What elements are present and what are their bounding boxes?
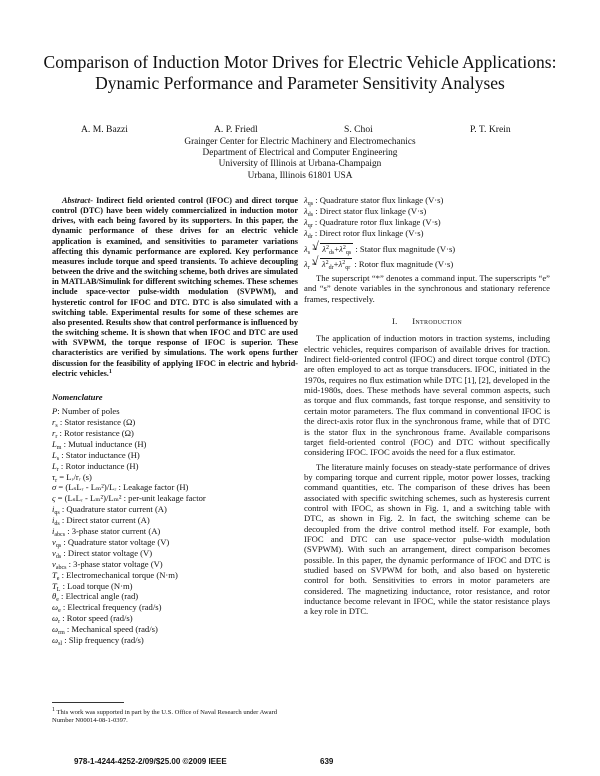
abstract-label: Abstract [62, 196, 91, 205]
intro-paragraph-2: The literature mainly focuses on steady-state performance of drives by comparing torque and current ripple, motor power losses, tracking command quantities, etc. The comparison of these drives has been associated with specific switching schemes, such as hysteresis current control with IFOC, as shown in Fig. 1, and a switching table with DTC, as shown in Fig. 2. In fact, the switching scheme can be decoupled from the drive control method itself. For example, both IFOC and DTC can use space-vector pulse-width modulation (SVPWM). With such an arrangement, direct comparison becomes possible. In this paper, the dynamic performance of IFOC and DTC is studied based on SVPWM for both, and also based on hysteretic control for both. Sensitivities to errors in motor parameters are considered. The magnetizing inductance, rotor resistance, and rotor inductance become relevant in IFOC, while the stator resistance plays a key role in DTC. [304, 461, 550, 617]
square-root: √ $\lambda^2_{ds}+\lambda^2_{qs}$ [320, 243, 353, 254]
symbol-row [52, 472, 298, 483]
footnote-mark: 1 [52, 707, 55, 713]
symbol-description: : Slip frequency (rad/s) [62, 635, 144, 646]
affiliation [150, 137, 450, 182]
nomenclature-list [52, 406, 298, 646]
symbol: r [52, 416, 56, 427]
symbol: v [52, 558, 56, 569]
affiliation-line-2: Department of Electrical and Computer Engineering [202, 148, 398, 159]
symbol: v [52, 536, 56, 547]
symbol-row [52, 504, 298, 515]
symbol: θ [52, 591, 57, 602]
symbol-subscript: sl [58, 641, 63, 648]
left-column [52, 196, 298, 646]
symbol: L [52, 449, 57, 460]
superscript-paragraph: The superscript “*” denotes a command input. The superscripts “e” and “s” denote variables in the synchronous and stationary reference frames, respectively. [304, 273, 550, 304]
symbol-row [52, 515, 298, 526]
symbol-subscript: rm [58, 630, 65, 637]
symbol-subscript: r [58, 619, 61, 626]
author-list [0, 124, 600, 138]
symbol: T [52, 580, 57, 591]
symbol: T [52, 569, 57, 580]
symbol-subscript: e [56, 575, 60, 582]
symbol-row [52, 493, 298, 504]
symbol-description: : Electrical angle (rad) [58, 591, 139, 602]
symbol-row [52, 548, 298, 559]
affiliation-line-1: Grainger Center for Electric Machinery and Electromechanics [184, 137, 416, 147]
symbol-row [304, 217, 550, 228]
symbol-row [52, 591, 298, 602]
author-2: A. P. Friedl [214, 124, 258, 135]
magnitude-subscript: s [307, 249, 311, 256]
symbol-subscript: r [55, 477, 58, 484]
magnitude-symbol: λ [304, 243, 308, 254]
symbol-description: : Number of poles [57, 406, 120, 417]
magnitude-subscript: r [307, 264, 310, 271]
symbol-description: : Electromechanical torque (N·m) [59, 569, 178, 580]
symbol-description: : Direct rotor flux linkage (V·s) [312, 227, 424, 238]
symbol: L [52, 438, 57, 449]
flux-magnitude-row: $\lambda_s$ = √ $\lambda^2_{ds}+\lambda^2_{qs}$ : Stator flux magnitude (V·s) [304, 243, 550, 254]
symbol-row [52, 406, 298, 417]
symbol: i [52, 515, 55, 526]
abstract-text: - Indirect field oriented control (IFOC) and direct torque control (DTC) have been widely commercialized in induction motor drives, with each being favored by its supporters. In this paper, the dynamic performance of these drives for an electric vehicle application is examined, and sensitivities to parameter variations affecting this dynamic performance are explored. Key performance measures include torque and speed transients. To achieve decoupling between the drive and the switching scheme, both drives are simulated in MATLAB/Simulink for different switching schemes. These schemes include space-vector pulse-width modulation (SVPWM), and hysteretic control for IFOC and DTC. DTC is also simulated with a switching table. Experimental results for some of these schemes are also presented. Results show that control performance is influenced by the switching scheme. It is shown that when IFOC and DTC are used with SVPWM, the torque response of IFOC is superior. These characteristics are verified by simulations. The work opens further discussion for the feasibility of applying IFOC in electric and hybrid-electric vehicles. [52, 196, 298, 378]
symbol-description: : Mutual inductance (H) [61, 438, 147, 449]
symbol-description: = (LₛLᵣ - Lₘ²)/Lₘ² : per-unit leakage factor [55, 493, 206, 504]
nomenclature-heading: Nomenclature [52, 391, 103, 402]
symbol-description: : Rotor speed (rad/s) [60, 613, 133, 624]
symbol: ω [52, 635, 59, 646]
symbol: λ [304, 227, 308, 238]
symbol-description: : Stator resistance (Ω) [57, 416, 136, 427]
symbol-description: : Mechanical speed (rad/s) [64, 624, 158, 635]
symbol-description: : Load torque (N·m) [60, 580, 133, 591]
symbol-row [52, 613, 298, 624]
symbol-row [52, 450, 298, 461]
symbol-subscript: r [56, 466, 59, 473]
symbol-subscript: abcs [54, 532, 66, 539]
symbol-subscript: e [58, 608, 61, 615]
symbol-description: : Stator inductance (H) [59, 449, 140, 460]
symbol: λ [304, 216, 308, 227]
symbol-row [52, 602, 298, 613]
symbol: ω [52, 602, 59, 613]
symbol-subscript: qs [55, 542, 62, 549]
section-title: Introduction [412, 316, 463, 327]
symbol-row [52, 526, 298, 537]
flux-symbol-list [304, 195, 550, 239]
symbol: i [52, 504, 55, 515]
affiliation-line-3: University of Illinois at Urbana-Champaign [218, 159, 382, 170]
symbol: ς [52, 493, 56, 504]
author-1: A. M. Bazzi [81, 124, 128, 135]
affiliation-line-4: Urbana, Illinois 61801 USA [247, 170, 353, 181]
symbol: i [52, 526, 55, 537]
symbol-subscript: qr [307, 222, 313, 229]
footnote-rule [52, 702, 124, 703]
symbol-subscript: r [55, 433, 58, 440]
abstract [52, 196, 298, 379]
symbol-description: : Electrical frequency (rad/s) [60, 602, 162, 613]
footnote-text: This work was supported in part by the U.S. Office of Naval Research under Award Number N00014-08-1-0397. [52, 709, 278, 725]
symbol-row [304, 228, 550, 239]
term-b: λ [338, 258, 343, 269]
symbol-row [52, 559, 298, 570]
symbol-subscript: dr [307, 233, 313, 240]
symbol-description: : 3-phase stator voltage (V) [66, 558, 163, 569]
symbol: σ [52, 482, 57, 493]
symbol: λ [304, 205, 308, 216]
flux-magnitude-row: $\lambda_r$ = √ $\lambda^2_{dr}+\lambda^2_{qr}$ : Rotor flux magnitude (V·s) [304, 258, 550, 269]
symbol-description: : Quadrature stator voltage (V) [61, 536, 170, 547]
symbol-subscript: s [55, 422, 58, 429]
symbol-description: : Direct stator flux linkage (V·s) [313, 205, 427, 216]
page-number: 639 [320, 757, 334, 766]
abstract-footnote-mark: 1 [108, 368, 112, 375]
symbol: v [52, 547, 56, 558]
square-root: √ $\lambda^2_{dr}+\lambda^2_{qr}$ [320, 258, 352, 269]
term-a-subscript: ds [328, 249, 335, 256]
magnitude-description: : Rotor flux magnitude (V·s) [352, 258, 454, 269]
symbol-subscript: s [56, 455, 60, 462]
symbol-description: : Rotor resistance (Ω) [57, 427, 134, 438]
symbol-row [52, 417, 298, 428]
symbol-description: : 3-phase stator current (A) [65, 526, 161, 537]
symbol-row [52, 482, 298, 493]
symbol-row [52, 570, 298, 581]
symbol-row [52, 428, 298, 439]
symbol-row [304, 195, 550, 206]
author-4: P. T. Krein [470, 124, 511, 135]
flux-magnitude-list [304, 243, 550, 270]
symbol-subscript: e [56, 597, 59, 604]
section-number: I. [391, 316, 398, 327]
symbol-row [52, 635, 298, 646]
symbol-row [52, 439, 298, 450]
symbol-row [52, 537, 298, 548]
right-column [304, 195, 550, 617]
symbol-row [52, 461, 298, 472]
isbn-line: 978-1-4244-4252-2/09/$25.00 ©2009 IEEE [74, 757, 227, 766]
author-3: S. Choi [344, 124, 373, 135]
symbol-description: = Lᵣ/rᵣ (s) [57, 471, 92, 482]
symbol: ω [52, 624, 59, 635]
intro-paragraph-1: The application of induction motors in traction systems, including electric vehicles, requires comparison of available drives for traction. Indirect field-oriented control (IFOC) and direct torque control (DTC) are often employed to act as torque transducers. IFOC, initiated in the 1970s, requires no flux estimation while DTC [1], [2], developed in the mid-1980s, does. These methods have several common aspects, such as torque and flux commands, fast torque response, and sensitivity to certain motor parameters. The flux command in conventional IFOC is the direct-axis rotor flux in the synchronous frame, while that of DTC is the stator flux in the synchronous frame. Available comparisons target field-oriented control (FOC) and DTC without specifically considering IFOC. IFOC avoids the need for a flux estimator. [304, 333, 550, 458]
symbol: L [52, 460, 57, 471]
symbol-subscript: L [56, 586, 61, 593]
symbol-row [52, 624, 298, 635]
magnitude-symbol: λ [304, 258, 308, 269]
symbol-subscript: qs [54, 510, 60, 517]
symbol-description: : Quadrature rotor flux linkage (V·s) [312, 216, 441, 227]
term-a-subscript: dr [328, 264, 334, 271]
symbol-subscript: ds [54, 521, 60, 528]
symbol-description: = (LₛLᵣ - Lₘ²)/Lᵣ : Leakage factor (H) [56, 482, 189, 493]
symbol-subscript: abcs [55, 564, 67, 571]
term-b: λ [339, 243, 343, 254]
symbol-description: : Direct stator current (A) [59, 515, 150, 526]
symbol: ω [52, 613, 59, 624]
term-a: λ [321, 258, 326, 269]
paper-title: Comparison of Induction Motor Drives for Electric Vehicle Applications: Dynamic Performance and Parameter Sensitivity Analyses [43, 52, 557, 93]
symbol-description: : Rotor inductance (H) [58, 460, 139, 471]
symbol: r [52, 427, 56, 438]
symbol-subscript: ds [307, 211, 314, 218]
term-a: λ [322, 243, 326, 254]
symbol-row [52, 581, 298, 592]
term-b-subscript: qr [345, 264, 351, 271]
symbol-subscript: m [56, 444, 62, 451]
symbol: λ [304, 195, 308, 205]
symbol: τ [52, 471, 56, 482]
symbol-description: : Direct stator voltage (V) [61, 547, 153, 558]
symbol-subscript: ds [55, 553, 62, 560]
symbol-row [304, 206, 550, 217]
magnitude-description: : Stator flux magnitude (V·s) [353, 243, 456, 254]
term-b-subscript: qs [345, 249, 352, 256]
footnote [52, 709, 298, 726]
section-heading [304, 316, 550, 326]
symbol-subscript: qs [307, 201, 314, 207]
symbol-description: : Quadrature stator flux linkage (V·s) [313, 195, 444, 205]
symbol-description: : Quadrature stator current (A) [59, 504, 167, 515]
symbol: P [52, 406, 58, 417]
